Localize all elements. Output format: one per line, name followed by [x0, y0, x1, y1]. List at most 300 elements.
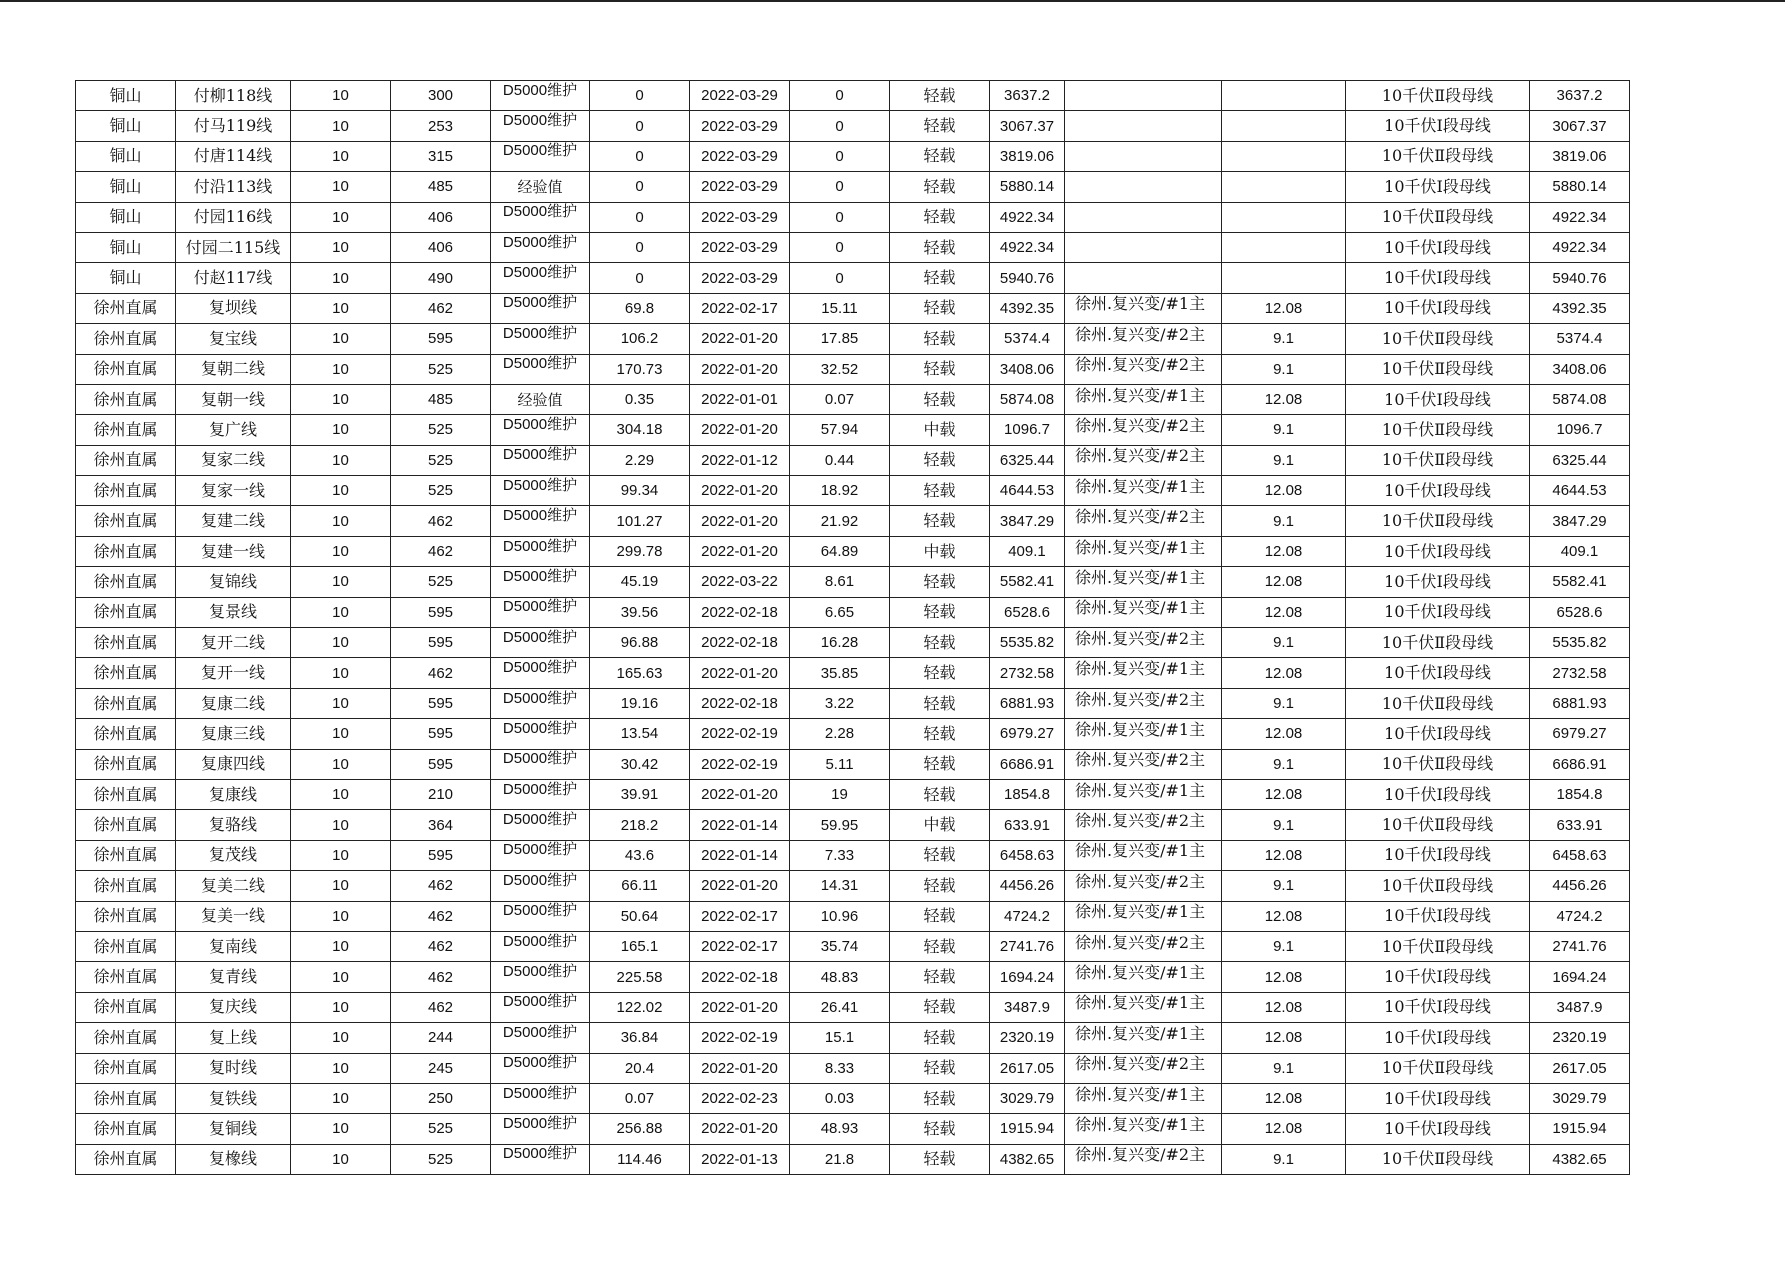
- transformer-cell: 徐州.复兴变/#1主: [1065, 597, 1222, 627]
- load-cell: 69.8: [590, 293, 690, 323]
- unit-cell: 徐州直属: [76, 992, 176, 1022]
- busbar-cell: 10千伏Ⅱ段母线: [1346, 202, 1530, 232]
- table-row: [76, 1144, 1630, 1174]
- method-cell: D5000维护: [491, 141, 590, 171]
- transformer-capacity-cell: 9.1: [1222, 354, 1346, 384]
- voltage-cell: 10: [291, 1053, 391, 1083]
- unit-cell: 徐州直属: [76, 536, 176, 566]
- status-cell: 轻载: [890, 567, 990, 597]
- transformer-capacity-cell: 12.08: [1222, 1114, 1346, 1144]
- voltage-cell: 10: [291, 536, 391, 566]
- transformer-cell: 徐州.复兴变/#1主: [1065, 1023, 1222, 1053]
- load-cell: 45.19: [590, 567, 690, 597]
- transformer-cell: [1065, 141, 1222, 171]
- load-cell: 0: [590, 111, 690, 141]
- section-cell: 595: [391, 688, 491, 718]
- line-name-cell: 复康三线: [176, 719, 291, 749]
- load-cell: 99.34: [590, 476, 690, 506]
- busbar-capacity-cell: 5874.08: [1530, 384, 1630, 414]
- table-row: [76, 263, 1630, 293]
- transformer-cell: [1065, 232, 1222, 262]
- unit-cell: 徐州直属: [76, 628, 176, 658]
- transformer-capacity-cell: 12.08: [1222, 658, 1346, 688]
- line-name-cell: 复康线: [176, 779, 291, 809]
- transformer-capacity-cell: 12.08: [1222, 476, 1346, 506]
- method-cell: D5000维护: [491, 324, 590, 354]
- load-cell: 36.84: [590, 1023, 690, 1053]
- transformer-cell: 徐州.复兴变/#2主: [1065, 324, 1222, 354]
- date-cell: 2022-02-19: [690, 1023, 790, 1053]
- unit-cell: 徐州直属: [76, 293, 176, 323]
- busbar-cell: 10千伏Ⅰ段母线: [1346, 1023, 1530, 1053]
- method-cell: D5000维护: [491, 658, 590, 688]
- unit-cell: 铜山: [76, 232, 176, 262]
- transformer-cell: [1065, 81, 1222, 111]
- date-cell: 2022-01-14: [690, 840, 790, 870]
- table-row: [76, 1083, 1630, 1113]
- load-cell: 0: [590, 81, 690, 111]
- busbar-capacity-cell: 2741.76: [1530, 931, 1630, 961]
- transformer-capacity-cell: 12.08: [1222, 779, 1346, 809]
- transformer-capacity-cell: 9.1: [1222, 1053, 1346, 1083]
- date-cell: 2022-02-18: [690, 962, 790, 992]
- line-name-cell: 复建一线: [176, 536, 291, 566]
- load-rate-cell: 0.07: [790, 384, 890, 414]
- capacity-cell: 2741.76: [990, 931, 1065, 961]
- busbar-capacity-cell: 3847.29: [1530, 506, 1630, 536]
- voltage-cell: 10: [291, 1144, 391, 1174]
- date-cell: 2022-03-29: [690, 141, 790, 171]
- date-cell: 2022-01-20: [690, 992, 790, 1022]
- line-name-cell: 复开二线: [176, 628, 291, 658]
- capacity-cell: 6528.6: [990, 597, 1065, 627]
- unit-cell: 徐州直属: [76, 384, 176, 414]
- status-cell: 轻载: [890, 172, 990, 202]
- unit-cell: 徐州直属: [76, 506, 176, 536]
- voltage-cell: 10: [291, 992, 391, 1022]
- load-rate-cell: 18.92: [790, 476, 890, 506]
- unit-cell: 徐州直属: [76, 962, 176, 992]
- busbar-cell: 10千伏Ⅰ段母线: [1346, 111, 1530, 141]
- voltage-cell: 10: [291, 567, 391, 597]
- table-row: [76, 962, 1630, 992]
- capacity-cell: 4392.35: [990, 293, 1065, 323]
- capacity-cell: 6979.27: [990, 719, 1065, 749]
- load-cell: 30.42: [590, 749, 690, 779]
- method-cell: D5000维护: [491, 1083, 590, 1113]
- status-cell: 轻载: [890, 840, 990, 870]
- busbar-capacity-cell: 633.91: [1530, 810, 1630, 840]
- table-row: [76, 719, 1630, 749]
- transformer-cell: 徐州.复兴变/#1主: [1065, 1114, 1222, 1144]
- load-cell: 13.54: [590, 719, 690, 749]
- table-row: [76, 324, 1630, 354]
- busbar-capacity-cell: 4392.35: [1530, 293, 1630, 323]
- section-cell: 210: [391, 779, 491, 809]
- busbar-capacity-cell: 5535.82: [1530, 628, 1630, 658]
- status-cell: 轻载: [890, 293, 990, 323]
- transformer-capacity-cell: 12.08: [1222, 384, 1346, 414]
- unit-cell: 徐州直属: [76, 901, 176, 931]
- voltage-cell: 10: [291, 232, 391, 262]
- busbar-cell: 10千伏Ⅰ段母线: [1346, 779, 1530, 809]
- section-cell: 462: [391, 536, 491, 566]
- capacity-cell: 6881.93: [990, 688, 1065, 718]
- load-cell: 0.07: [590, 1083, 690, 1113]
- load-cell: 218.2: [590, 810, 690, 840]
- load-rate-cell: 10.96: [790, 901, 890, 931]
- load-rate-cell: 15.11: [790, 293, 890, 323]
- busbar-capacity-cell: 5374.4: [1530, 324, 1630, 354]
- date-cell: 2022-02-18: [690, 628, 790, 658]
- unit-cell: 徐州直属: [76, 871, 176, 901]
- status-cell: 轻载: [890, 202, 990, 232]
- status-cell: 轻载: [890, 658, 990, 688]
- voltage-cell: 10: [291, 779, 391, 809]
- method-cell: D5000维护: [491, 749, 590, 779]
- table-row: [76, 597, 1630, 627]
- unit-cell: 徐州直属: [76, 779, 176, 809]
- transformer-capacity-cell: 12.08: [1222, 293, 1346, 323]
- method-cell: D5000维护: [491, 688, 590, 718]
- method-cell: D5000维护: [491, 263, 590, 293]
- date-cell: 2022-02-17: [690, 293, 790, 323]
- section-cell: 525: [391, 1114, 491, 1144]
- load-cell: 170.73: [590, 354, 690, 384]
- table-row: [76, 779, 1630, 809]
- busbar-cell: 10千伏Ⅱ段母线: [1346, 628, 1530, 658]
- busbar-capacity-cell: 1915.94: [1530, 1114, 1630, 1144]
- section-cell: 595: [391, 749, 491, 779]
- section-cell: 525: [391, 415, 491, 445]
- capacity-cell: 6325.44: [990, 445, 1065, 475]
- busbar-capacity-cell: 1096.7: [1530, 415, 1630, 445]
- line-name-cell: 复橡线: [176, 1144, 291, 1174]
- load-rate-cell: 15.1: [790, 1023, 890, 1053]
- transformer-cell: 徐州.复兴变/#1主: [1065, 840, 1222, 870]
- load-rate-cell: 7.33: [790, 840, 890, 870]
- load-rate-cell: 35.85: [790, 658, 890, 688]
- method-cell: D5000维护: [491, 962, 590, 992]
- load-cell: 0: [590, 202, 690, 232]
- load-cell: 66.11: [590, 871, 690, 901]
- transformer-capacity-cell: 9.1: [1222, 506, 1346, 536]
- unit-cell: 铜山: [76, 263, 176, 293]
- unit-cell: 徐州直属: [76, 1144, 176, 1174]
- status-cell: 轻载: [890, 1083, 990, 1113]
- busbar-capacity-cell: 1854.8: [1530, 779, 1630, 809]
- section-cell: 595: [391, 840, 491, 870]
- table-row: [76, 202, 1630, 232]
- status-cell: 轻载: [890, 384, 990, 414]
- voltage-cell: 10: [291, 111, 391, 141]
- capacity-cell: 5374.4: [990, 324, 1065, 354]
- line-name-cell: 付柳118线: [176, 81, 291, 111]
- date-cell: 2022-01-14: [690, 810, 790, 840]
- unit-cell: 徐州直属: [76, 1114, 176, 1144]
- unit-cell: 铜山: [76, 111, 176, 141]
- table-row: [76, 1114, 1630, 1144]
- busbar-capacity-cell: 4382.65: [1530, 1144, 1630, 1174]
- load-rate-cell: 0.44: [790, 445, 890, 475]
- busbar-cell: 10千伏Ⅰ段母线: [1346, 567, 1530, 597]
- load-rate-cell: 0: [790, 172, 890, 202]
- transformer-cell: 徐州.复兴变/#1主: [1065, 658, 1222, 688]
- busbar-cell: 10千伏Ⅱ段母线: [1346, 445, 1530, 475]
- load-cell: 19.16: [590, 688, 690, 718]
- method-cell: D5000维护: [491, 232, 590, 262]
- transformer-cell: 徐州.复兴变/#1主: [1065, 779, 1222, 809]
- transformer-capacity-cell: 12.08: [1222, 1083, 1346, 1113]
- busbar-capacity-cell: 3819.06: [1530, 141, 1630, 171]
- transformer-cell: 徐州.复兴变/#1主: [1065, 293, 1222, 323]
- busbar-capacity-cell: 3637.2: [1530, 81, 1630, 111]
- voltage-cell: 10: [291, 506, 391, 536]
- busbar-capacity-cell: 2732.58: [1530, 658, 1630, 688]
- busbar-cell: 10千伏Ⅰ段母线: [1346, 263, 1530, 293]
- load-rate-cell: 21.92: [790, 506, 890, 536]
- table-row: [76, 1023, 1630, 1053]
- line-name-cell: 复康二线: [176, 688, 291, 718]
- table-row: [76, 871, 1630, 901]
- voltage-cell: 10: [291, 445, 391, 475]
- status-cell: 轻载: [890, 232, 990, 262]
- unit-cell: 徐州直属: [76, 1023, 176, 1053]
- load-rate-cell: 0: [790, 232, 890, 262]
- date-cell: 2022-01-12: [690, 445, 790, 475]
- transformer-cell: 徐州.复兴变/#1主: [1065, 384, 1222, 414]
- transformer-cell: [1065, 202, 1222, 232]
- line-name-cell: 付赵117线: [176, 263, 291, 293]
- line-name-cell: 复朝一线: [176, 384, 291, 414]
- section-cell: 364: [391, 810, 491, 840]
- line-name-cell: 复广线: [176, 415, 291, 445]
- transformer-capacity-cell: 12.08: [1222, 1023, 1346, 1053]
- load-cell: 101.27: [590, 506, 690, 536]
- method-cell: D5000维护: [491, 415, 590, 445]
- data-table: [75, 80, 1630, 1175]
- status-cell: 中载: [890, 536, 990, 566]
- line-name-cell: 付园116线: [176, 202, 291, 232]
- capacity-cell: 1694.24: [990, 962, 1065, 992]
- date-cell: 2022-03-29: [690, 232, 790, 262]
- busbar-cell: 10千伏Ⅱ段母线: [1346, 871, 1530, 901]
- capacity-cell: 4724.2: [990, 901, 1065, 931]
- voltage-cell: 10: [291, 263, 391, 293]
- status-cell: 轻载: [890, 871, 990, 901]
- status-cell: 轻载: [890, 354, 990, 384]
- transformer-capacity-cell: 12.08: [1222, 992, 1346, 1022]
- transformer-capacity-cell: [1222, 232, 1346, 262]
- line-name-cell: 复建二线: [176, 506, 291, 536]
- section-cell: 300: [391, 81, 491, 111]
- method-cell: D5000维护: [491, 476, 590, 506]
- capacity-cell: 4456.26: [990, 871, 1065, 901]
- voltage-cell: 10: [291, 901, 391, 931]
- section-cell: 525: [391, 567, 491, 597]
- date-cell: 2022-01-20: [690, 536, 790, 566]
- status-cell: 中载: [890, 810, 990, 840]
- busbar-capacity-cell: 4724.2: [1530, 901, 1630, 931]
- line-name-cell: 复美一线: [176, 901, 291, 931]
- table-row: [76, 931, 1630, 961]
- voltage-cell: 10: [291, 324, 391, 354]
- method-cell: D5000维护: [491, 293, 590, 323]
- voltage-cell: 10: [291, 749, 391, 779]
- transformer-cell: 徐州.复兴变/#2主: [1065, 749, 1222, 779]
- capacity-cell: 3847.29: [990, 506, 1065, 536]
- line-name-cell: 复锦线: [176, 567, 291, 597]
- section-cell: 525: [391, 1144, 491, 1174]
- section-cell: 462: [391, 506, 491, 536]
- method-cell: D5000维护: [491, 111, 590, 141]
- load-rate-cell: 0: [790, 81, 890, 111]
- voltage-cell: 10: [291, 202, 391, 232]
- transformer-cell: 徐州.复兴变/#2主: [1065, 1144, 1222, 1174]
- capacity-cell: 3067.37: [990, 111, 1065, 141]
- voltage-cell: 10: [291, 871, 391, 901]
- status-cell: 轻载: [890, 81, 990, 111]
- capacity-cell: 6686.91: [990, 749, 1065, 779]
- busbar-capacity-cell: 6458.63: [1530, 840, 1630, 870]
- load-rate-cell: 14.31: [790, 871, 890, 901]
- transformer-capacity-cell: 9.1: [1222, 688, 1346, 718]
- voltage-cell: 10: [291, 1114, 391, 1144]
- voltage-cell: 10: [291, 293, 391, 323]
- load-cell: 299.78: [590, 536, 690, 566]
- date-cell: 2022-02-19: [690, 719, 790, 749]
- table-row: [76, 81, 1630, 111]
- busbar-cell: 10千伏Ⅱ段母线: [1346, 415, 1530, 445]
- load-cell: 165.63: [590, 658, 690, 688]
- load-cell: 0: [590, 141, 690, 171]
- section-cell: 595: [391, 628, 491, 658]
- busbar-capacity-cell: 409.1: [1530, 536, 1630, 566]
- capacity-cell: 5582.41: [990, 567, 1065, 597]
- section-cell: 462: [391, 962, 491, 992]
- unit-cell: 徐州直属: [76, 324, 176, 354]
- load-rate-cell: 32.52: [790, 354, 890, 384]
- date-cell: 2022-02-17: [690, 901, 790, 931]
- transformer-cell: 徐州.复兴变/#2主: [1065, 688, 1222, 718]
- busbar-capacity-cell: 5940.76: [1530, 263, 1630, 293]
- date-cell: 2022-02-17: [690, 931, 790, 961]
- capacity-cell: 5880.14: [990, 172, 1065, 202]
- date-cell: 2022-01-20: [690, 476, 790, 506]
- status-cell: 轻载: [890, 931, 990, 961]
- method-cell: D5000维护: [491, 597, 590, 627]
- transformer-capacity-cell: 12.08: [1222, 962, 1346, 992]
- section-cell: 250: [391, 1083, 491, 1113]
- transformer-capacity-cell: [1222, 81, 1346, 111]
- load-rate-cell: 0: [790, 263, 890, 293]
- status-cell: 轻载: [890, 688, 990, 718]
- table-row: [76, 567, 1630, 597]
- busbar-cell: 10千伏Ⅱ段母线: [1346, 81, 1530, 111]
- date-cell: 2022-02-23: [690, 1083, 790, 1113]
- transformer-cell: 徐州.复兴变/#2主: [1065, 1053, 1222, 1083]
- capacity-cell: 4382.65: [990, 1144, 1065, 1174]
- line-name-cell: 复铁线: [176, 1083, 291, 1113]
- busbar-capacity-cell: 3408.06: [1530, 354, 1630, 384]
- transformer-cell: 徐州.复兴变/#1主: [1065, 992, 1222, 1022]
- unit-cell: 徐州直属: [76, 415, 176, 445]
- method-cell: D5000维护: [491, 992, 590, 1022]
- transformer-cell: 徐州.复兴变/#2主: [1065, 506, 1222, 536]
- date-cell: 2022-01-20: [690, 779, 790, 809]
- voltage-cell: 10: [291, 476, 391, 506]
- section-cell: 490: [391, 263, 491, 293]
- method-cell: D5000维护: [491, 202, 590, 232]
- load-cell: 20.4: [590, 1053, 690, 1083]
- table-row: [76, 628, 1630, 658]
- section-cell: 315: [391, 141, 491, 171]
- table-row: [76, 232, 1630, 262]
- method-cell: D5000维护: [491, 354, 590, 384]
- voltage-cell: 10: [291, 719, 391, 749]
- load-cell: 2.29: [590, 445, 690, 475]
- section-cell: 462: [391, 992, 491, 1022]
- load-rate-cell: 64.89: [790, 536, 890, 566]
- transformer-cell: 徐州.复兴变/#2主: [1065, 810, 1222, 840]
- transformer-capacity-cell: 9.1: [1222, 445, 1346, 475]
- transformer-capacity-cell: [1222, 202, 1346, 232]
- unit-cell: 徐州直属: [76, 476, 176, 506]
- date-cell: 2022-01-20: [690, 506, 790, 536]
- voltage-cell: 10: [291, 141, 391, 171]
- load-cell: 256.88: [590, 1114, 690, 1144]
- date-cell: 2022-01-20: [690, 1114, 790, 1144]
- voltage-cell: 10: [291, 1023, 391, 1053]
- line-name-cell: 复景线: [176, 597, 291, 627]
- busbar-cell: 10千伏Ⅰ段母线: [1346, 597, 1530, 627]
- busbar-capacity-cell: 1694.24: [1530, 962, 1630, 992]
- load-rate-cell: 0: [790, 111, 890, 141]
- busbar-capacity-cell: 5880.14: [1530, 172, 1630, 202]
- busbar-cell: 10千伏Ⅰ段母线: [1346, 962, 1530, 992]
- transformer-capacity-cell: 9.1: [1222, 871, 1346, 901]
- date-cell: 2022-01-20: [690, 354, 790, 384]
- line-name-cell: 复宝线: [176, 324, 291, 354]
- transformer-capacity-cell: [1222, 111, 1346, 141]
- capacity-cell: 633.91: [990, 810, 1065, 840]
- busbar-capacity-cell: 4456.26: [1530, 871, 1630, 901]
- line-name-cell: 复青线: [176, 962, 291, 992]
- busbar-capacity-cell: 6979.27: [1530, 719, 1630, 749]
- voltage-cell: 10: [291, 962, 391, 992]
- unit-cell: 徐州直属: [76, 931, 176, 961]
- line-name-cell: 复家二线: [176, 445, 291, 475]
- transformer-capacity-cell: 9.1: [1222, 810, 1346, 840]
- capacity-cell: 5535.82: [990, 628, 1065, 658]
- capacity-cell: 6458.63: [990, 840, 1065, 870]
- line-name-cell: 复庆线: [176, 992, 291, 1022]
- table-row: [76, 840, 1630, 870]
- capacity-cell: 3819.06: [990, 141, 1065, 171]
- date-cell: 2022-01-01: [690, 384, 790, 414]
- busbar-cell: 10千伏Ⅱ段母线: [1346, 1053, 1530, 1083]
- date-cell: 2022-03-29: [690, 202, 790, 232]
- unit-cell: 徐州直属: [76, 688, 176, 718]
- transformer-capacity-cell: 12.08: [1222, 840, 1346, 870]
- date-cell: 2022-01-20: [690, 1053, 790, 1083]
- capacity-cell: 409.1: [990, 536, 1065, 566]
- capacity-cell: 2732.58: [990, 658, 1065, 688]
- load-rate-cell: 0: [790, 202, 890, 232]
- unit-cell: 铜山: [76, 81, 176, 111]
- page-top-border: [0, 0, 1785, 2]
- table-row: [76, 384, 1630, 414]
